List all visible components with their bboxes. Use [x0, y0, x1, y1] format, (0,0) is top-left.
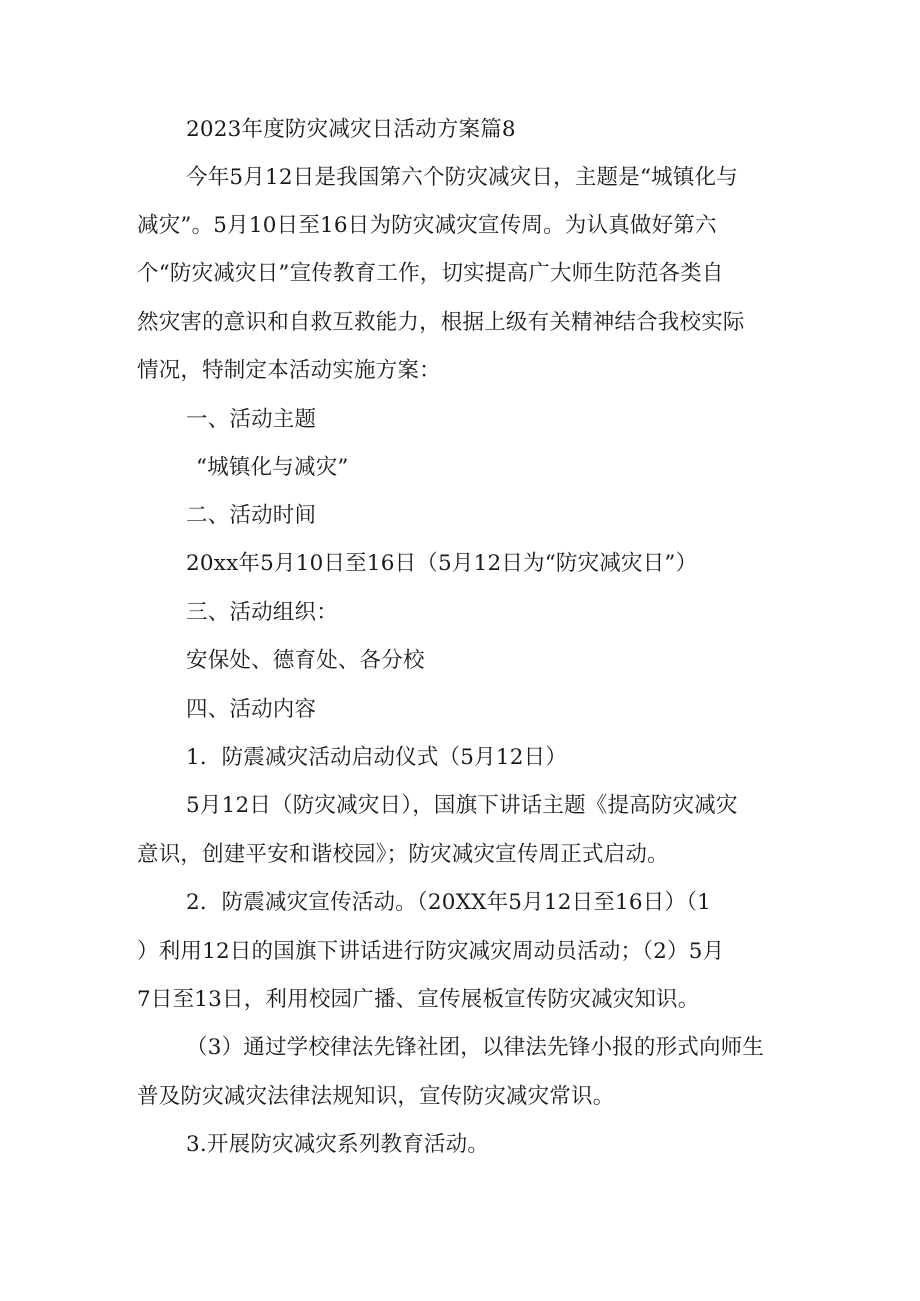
- section-3-heading: 三、活动组织：: [186, 600, 338, 625]
- item-2-line-1: 2．防震减灾宣传活动。（20XX年5月12日至16日）（1: [186, 890, 712, 915]
- item-3-title: 3.开展防灾减灾系列教育活动。: [186, 1132, 490, 1157]
- section-2-text: 20xx年5月10日至16日（5月12日为“防灾减灾日”）: [186, 551, 698, 576]
- section-2-heading: 二、活动时间: [186, 503, 317, 528]
- section-4-heading: 四、活动内容: [186, 697, 317, 722]
- intro-line-2: 减灾”。5月10日至16日为防灾减灾宣传周。为认真做好第六: [137, 213, 717, 238]
- item-1-line-1: 5月12日（防灾减灾日），国旗下讲话主题《提高防灾减灾: [186, 793, 738, 818]
- item-2-line-2: ）利用12日的国旗下讲话进行防灾减灾周动员活动；（2）5月: [137, 939, 725, 964]
- section-1-text: “城镇化与减灾”: [196, 455, 349, 480]
- intro-line-1: 今年5月12日是我国第六个防灾减灾日，主题是“城镇化与: [186, 165, 738, 190]
- document-title: 2023年度防灾减灾日活动方案篇8: [186, 117, 516, 142]
- item-2-sub-3-line-2: 普及防灾减灾法律法规知识，宣传防灾减灾常识。: [137, 1084, 615, 1109]
- item-1-line-2: 意识，创建平安和谐校园》；防灾减灾宣传周正式启动。: [137, 842, 669, 867]
- item-2-sub-3-line-1: （3）通过学校律法先锋社团，以律法先锋小报的形式向师生: [186, 1035, 765, 1060]
- item-2-line-3: 7日至13日，利用校园广播、宣传展板宣传防灾减灾知识。: [137, 987, 700, 1012]
- intro-line-3: 个“防灾减灾日”宣传教育工作，切实提高广大师生防范各类自: [137, 261, 724, 286]
- intro-line-4: 然灾害的意识和自救互救能力，根据上级有关精神结合我校实际: [137, 310, 745, 335]
- section-3-text: 安保处、德育处、各分校: [186, 648, 425, 673]
- item-1-title: 1．防震减灾活动启动仪式（5月12日）: [186, 745, 568, 770]
- intro-line-5: 情况，特制定本活动实施方案：: [137, 358, 441, 383]
- section-1-heading: 一、活动主题: [186, 407, 317, 432]
